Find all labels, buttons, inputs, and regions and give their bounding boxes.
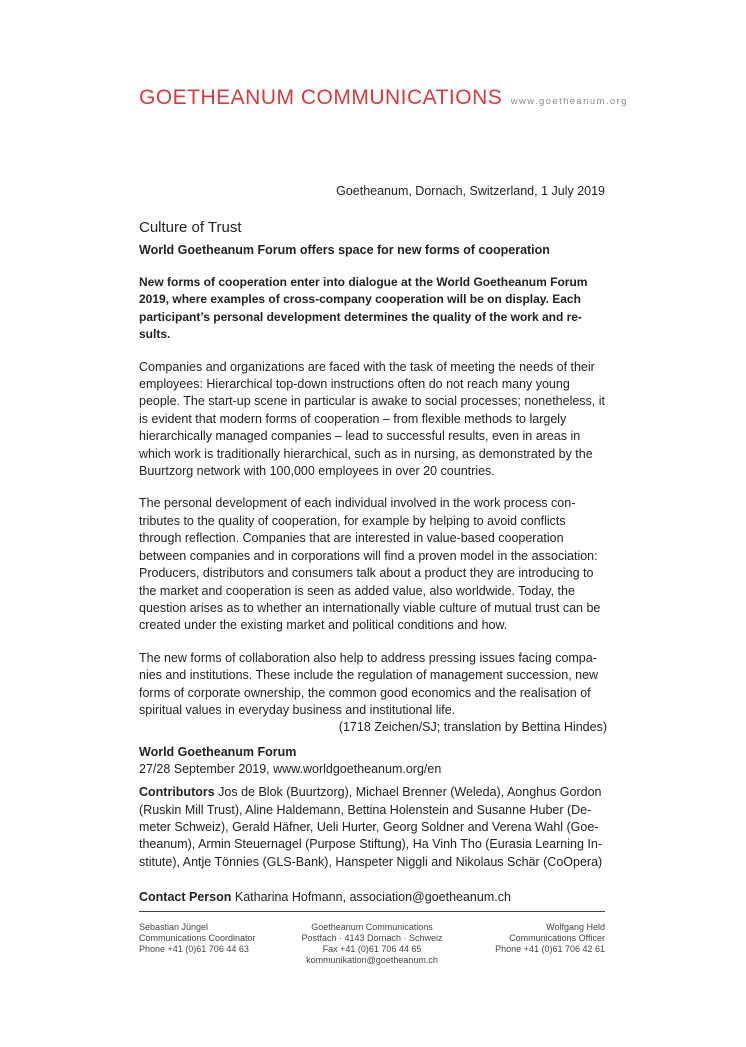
footer-left-line: Phone +41 (0)61 706 44 63 [139, 944, 249, 954]
footer-center-line: Fax +41 (0)61 706 44 65 [322, 944, 422, 954]
contributors [139, 784, 607, 871]
contact-label: Contact Person [139, 890, 232, 904]
contact-details[interactable]: Katharina Hofmann, association@goetheanum.ch [234, 890, 511, 904]
body-paragraph-3: The new forms of collaboration also help to address pressing issues facing compa-nies and institutions. These include the regulation of management succession, new forms of corporate ownership, the common good economics and the realisation of spiritual values in everyday business and institutional life. [139, 650, 599, 717]
event-date-url: 27/28 September 2019, www.worldgoetheanum.org/en [139, 761, 442, 776]
article-title: Culture of Trust [139, 219, 242, 236]
brand-name: GOETHEANUM COMMUNICATIONS [139, 86, 503, 109]
brand-url[interactable]: www.goetheanum.org [510, 96, 628, 107]
footer-center-line: Goetheanum Communications [311, 922, 433, 932]
letterhead [139, 86, 628, 110]
footer-center-line: Postfach · 4143 Dornach · Schweiz [301, 933, 443, 943]
footer-right-line: Wolfgang Held [546, 922, 605, 932]
footer-right-line: Phone +41 (0)61 706 42 61 [495, 944, 605, 954]
footer-right-line: Communications Officer [509, 933, 605, 943]
article-subtitle: World Goetheanum Forum offers space for new forms of cooperation [139, 243, 550, 257]
event-title: World Goetheanum Forum [139, 744, 297, 759]
footer-left-line: Sebastian Jüngel [139, 922, 209, 932]
body-paragraph-2: The personal development of each individual involved in the work process con-tributes to the quality of cooperation, for example by helping to avoid conflicts through reflection. Companies that are interested in value-based cooperation between companies and in corporations will find a proven model in the association: Producers, distributors and consumers talk about a product they are introducing to the market and cooperation is seen as added value, also worldwide. Today, the question arises as to whether an internationally viable culture of mutual trust can be created under the existing market and political conditions and how. [139, 496, 601, 633]
body-paragraph-1: Companies and organizations are faced with the task of meeting the needs of their employees: Hierarchical top-down instructions often do not reach many young people. The start-up scene in particular is awake to social processes; nonetheless, it is evident that modern forms of cooperation – from flexible methods to largely hierarchically managed companies – lead to successful results, even in areas in which work is traditionally hierarchical, such as in nursing, as demonstrated by the Buurtzorg network with 100,000 employees in over 20 countries. [139, 359, 605, 479]
lead-paragraph: New forms of cooperation enter into dialogue at the World Goetheanum Forum 2019, where examples of cross-company cooperation will be on display. Each participant’s personal development determines the quality of the work and re-sults. [139, 275, 588, 342]
footer-right-contact [495, 922, 605, 955]
footer-divider [139, 911, 605, 912]
article-body [139, 218, 607, 871]
contributors-list: Jos de Blok (Buurtzorg), Michael Brenner (Weleda), Aonghus Gordon (Ruskin Mill Trust), Aline Haldemann, Bettina Holenstein and Susanne Huber (De-meter Schweiz), Gerald Häfner, Ueli Hurter, Georg Soldner and Verena Wahl (Goe-theanum), Armin Steuernagel (Purpose Stiftung), Ha Vinh Tho (Eurasia Learning In-stitute), Antje Tönnies (GLS-Bank), Hanspeter Niggli and Nikolaus Schär (CoOpera) [139, 785, 603, 869]
footer-left-line: Communications Coordinator [139, 933, 256, 943]
dateline: Goetheanum, Dornach, Switzerland, 1 July 2019 [336, 184, 605, 198]
footer-center-email[interactable]: kommunikation@goetheanum.ch [306, 955, 438, 965]
character-count-note: (1718 Zeichen/SJ; translation by Bettina Hindes) [338, 720, 607, 735]
contact-person [139, 890, 511, 904]
contributors-label: Contributors [139, 785, 215, 800]
